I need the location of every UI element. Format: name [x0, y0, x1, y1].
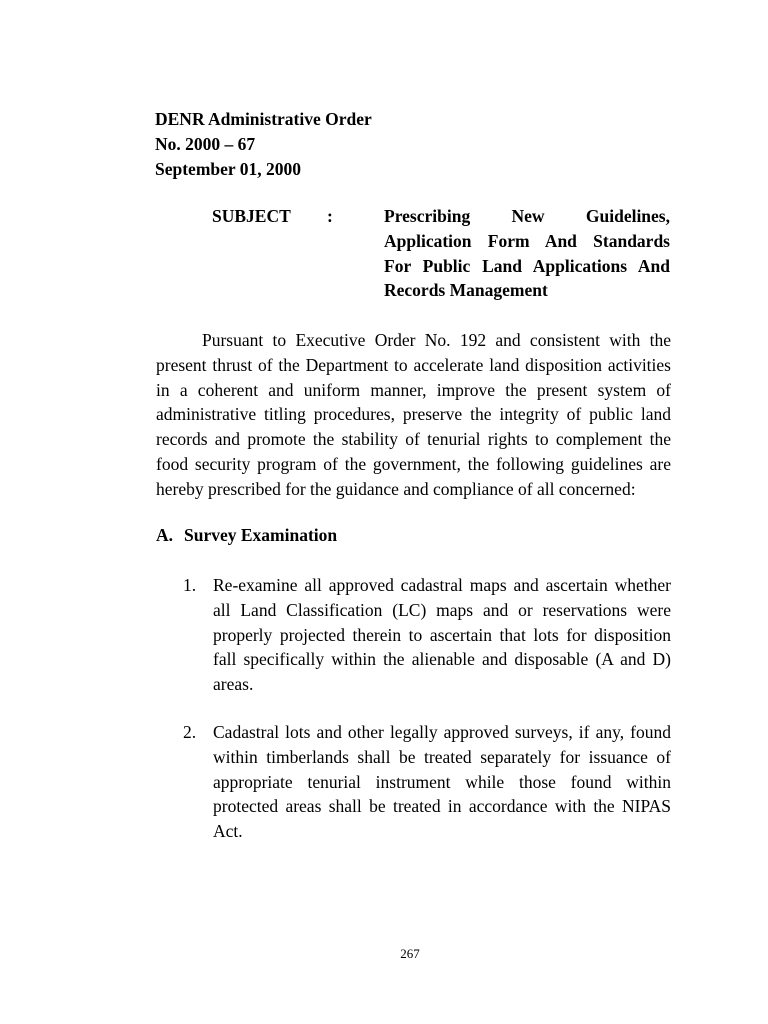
- subject-text: [384, 204, 670, 303]
- page-number: 267: [400, 946, 420, 961]
- list-item-line: Re-examine all approved cadastral maps and ascertain whether: [213, 575, 671, 595]
- list-item-line: within timberlands shall be treated separately for issuance of: [213, 746, 671, 767]
- subject-line: Application Form And Standards: [384, 230, 670, 251]
- subject-line: Prescribing New Guidelines,: [384, 206, 670, 226]
- order-title: DENR Administrative Order: [155, 109, 372, 129]
- paragraph-line: in a coherent and uniform manner, improve the present system of: [156, 379, 671, 400]
- list-item-line: Act.: [213, 821, 243, 842]
- list-item-line: fall specifically within the alienable and disposable (A and D): [213, 649, 671, 670]
- section-heading: [156, 523, 337, 548]
- paragraph-line: records and promote the stability of tenurial rights to complement the: [156, 429, 671, 450]
- list-item-line: all Land Classification (LC) maps and or reservations were: [213, 599, 671, 620]
- list-item-line: Cadastral lots and other legally approved surveys, if any, found: [213, 722, 671, 742]
- subject-line: Records Management: [384, 280, 548, 301]
- subject-line: For Public Land Applications And: [384, 255, 670, 276]
- list-item-number: 1.: [183, 575, 197, 595]
- paragraph-line: Pursuant to Executive Order No. 192 and consistent with the: [202, 330, 671, 350]
- order-number: No. 2000 – 67: [155, 133, 256, 154]
- order-date: September 01, 2000: [155, 158, 301, 179]
- subject-colon: :: [327, 206, 333, 226]
- paragraph-line: present thrust of the Department to accelerate land disposition activities: [156, 354, 671, 375]
- subject-label: SUBJECT: [212, 206, 291, 226]
- order-header: [155, 107, 372, 181]
- paragraph-line: administrative titling procedures, preserve the integrity of public land: [156, 404, 671, 425]
- list-item-line: protected areas shall be treated in accordance with the NIPAS: [213, 796, 671, 817]
- paragraph-line: food security program of the government, the following guidelines are: [156, 453, 671, 474]
- list-item-line: properly projected therein to ascertain that lots for disposition: [213, 624, 671, 645]
- section-letter: A.: [156, 525, 174, 545]
- list-item-number: 2.: [183, 722, 197, 742]
- list-item-text: [213, 573, 671, 697]
- list-item-line: appropriate tenurial instrument while those found within: [213, 771, 671, 792]
- list-item-line: areas.: [213, 674, 254, 695]
- list-item-text: [213, 720, 671, 844]
- intro-paragraph: [156, 328, 671, 502]
- section-title: Survey Examination: [184, 525, 338, 545]
- paragraph-line: hereby prescribed for the guidance and compliance of all concerned:: [156, 478, 636, 499]
